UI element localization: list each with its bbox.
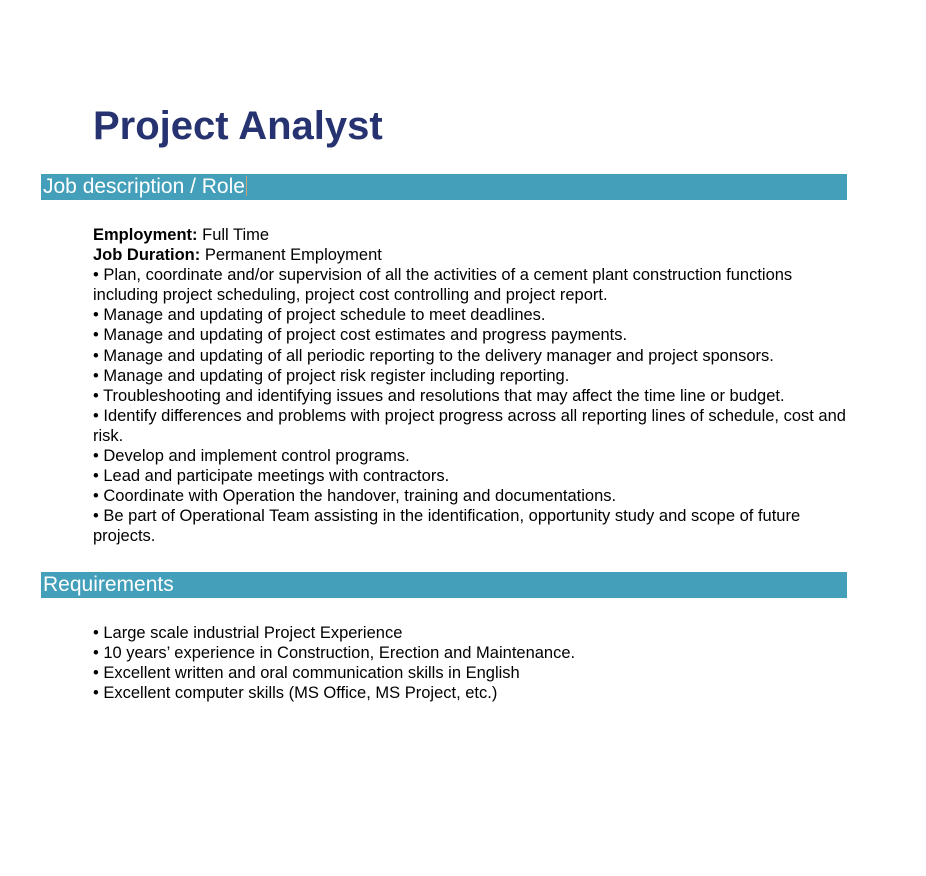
list-item-text: Lead and participate meetings with contractors. [103,467,450,486]
list-item-text: Manage and updating of project schedule to meet deadlines. [103,306,546,325]
list-item [93,486,853,506]
section-heading-text: Requirements [43,573,174,596]
list-item [93,366,853,386]
list-item [93,446,853,466]
list-item [93,623,853,643]
list-item-text: Identify differences and problems with project progress across all reporting lines of schedule, cost and risk. [93,406,846,445]
section-header-job-description [41,174,847,200]
list-item [93,386,853,406]
job-duration-line [93,245,853,265]
job-duration-value: Permanent Employment [204,246,382,265]
list-item-text: Excellent computer skills (MS Office, MS Project, etc.) [103,684,498,703]
list-item [93,506,853,546]
list-item [93,406,853,446]
list-item-text: Develop and implement control programs. [103,447,410,466]
employment-line [93,225,853,245]
list-item [93,346,853,366]
list-item [93,305,853,325]
list-item-text: Manage and updating of project cost estimates and progress payments. [103,326,628,345]
section-heading-text: Job description / Role [43,175,245,198]
list-item [93,265,853,305]
bullet-icon: • [93,366,99,385]
list-item-text: 10 years’ experience in Construction, Erection and Maintenance. [103,644,576,663]
page-title: Project Analyst [93,104,383,148]
list-item [93,683,853,703]
bullet-icon: • [93,447,99,466]
bullet-icon: • [93,507,99,526]
bullet-icon: • [93,467,99,486]
bullet-icon: • [93,487,99,506]
list-item-text: Manage and updating of project risk register including reporting. [103,366,570,385]
bullet-icon: • [93,664,99,683]
requirements-bullet-list [93,623,853,703]
list-item-text: Be part of Operational Team assisting in the identification, opportunity study and scope of future projects. [93,507,801,546]
bullet-icon: • [93,644,99,663]
list-item-text: Manage and updating of all periodic reporting to the delivery manager and project sponsors. [103,346,774,365]
bullet-icon: • [93,326,99,345]
bullet-icon: • [93,346,99,365]
list-item [93,663,853,683]
role-bullet-list [93,265,853,546]
employment-label: Employment: [93,226,198,244]
list-item-text: Large scale industrial Project Experience [103,624,403,642]
bullet-icon: • [93,624,99,642]
list-item-text: Coordinate with Operation the handover, training and documentations. [103,487,617,506]
list-item [93,466,853,486]
bullet-icon: • [93,406,99,425]
list-item-text: Troubleshooting and identifying issues and resolutions that may affect the time line or budget. [103,386,785,405]
list-item [93,643,853,663]
list-item-text: Excellent written and oral communication skills in English [103,664,520,683]
requirements-body [93,623,853,703]
job-duration-label: Job Duration: [93,246,201,265]
list-item [93,325,853,345]
section-header-requirements [41,572,847,598]
bullet-icon: • [93,386,99,405]
list-item-text: Plan, coordinate and/or supervision of all the activities of a cement plant construction functions including project scheduling, project cost controlling and project report. [93,266,793,305]
job-description-body [93,225,853,547]
bullet-icon: • [93,266,99,285]
text-cursor [246,176,247,196]
employment-value: Full Time [202,226,270,244]
bullet-icon: • [93,306,99,325]
bullet-icon: • [93,684,99,703]
